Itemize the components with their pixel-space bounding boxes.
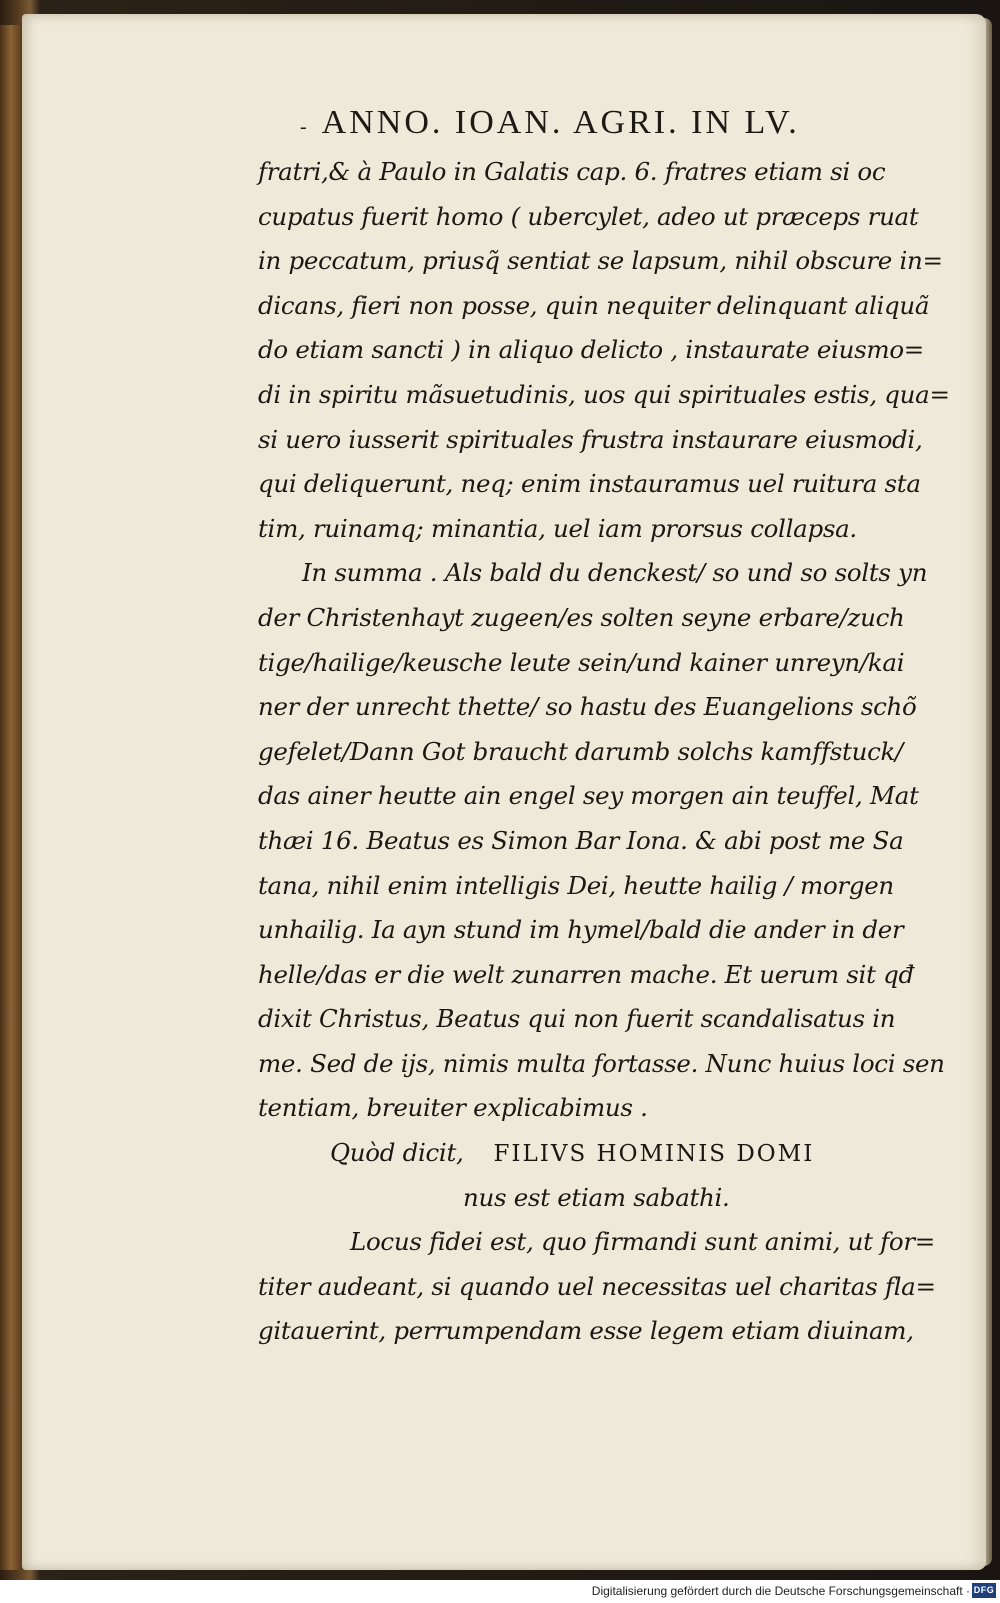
text-line: tentiam, breuiter explicabimus .	[258, 1093, 648, 1123]
text-line: qui deliquerunt, neq; enim instauramus uel ruitura sta	[258, 469, 921, 499]
text-line: fratri,& à Paulo in Galatis cap. 6. fratres etiam si oc	[258, 157, 886, 186]
quote-line	[258, 1131, 908, 1176]
footer-credit: Digitalisierung gefördert durch die Deutsche Forschungsgemeinschaft ·	[591, 1584, 970, 1598]
text-line: di in spiritu mãsuetudinis, uos qui spirituales estis, qua=	[258, 379, 950, 409]
text-line: tana, nihil enim intelligis Dei, heutte hailig / morgen	[258, 870, 894, 900]
text-line: helle/das er die welt zunarren mache. Et uerum sit qđ	[258, 959, 914, 989]
body-text	[258, 150, 950, 1354]
running-head-dash: -	[300, 116, 310, 138]
text-line: thæi 16. Beatus es Simon Bar Iona. & abi post me Sa	[258, 825, 904, 855]
text-line: me. Sed de ijs, nimis multa fortasse. Nunc huius loci sen	[258, 1048, 945, 1078]
text-line: ner der unrecht thette/ so hastu des Euangelions schõ	[258, 692, 917, 722]
text-line: dicans, fieri non posse, quin nequiter delinquant aliquã	[258, 290, 930, 320]
text-line: dixit Christus, Beatus qui non fuerit scandalisatus in	[258, 1004, 896, 1034]
text-line: der Christenhayt zugeen/es solten seyne erbare/zuch	[258, 602, 905, 632]
quote-caps: FILIVS HOMINIS DOMI	[493, 1141, 815, 1168]
text-line: das ainer heutte ain engel sey morgen ain teuffel, Mat	[258, 781, 919, 811]
text-line: gitauerint, perrumpendam esse legem etiam diuinam,	[258, 1316, 914, 1346]
text-line: si uero iusserit spirituales frustra instaurare eiusmodi,	[258, 424, 923, 454]
text-line: cupatus fuerit homo ( ubercylet, adeo ut præceps ruat	[258, 201, 919, 231]
text-line: titer audeant, si quando uel necessitas uel charitas fla=	[258, 1271, 936, 1301]
text-line: gefelet/Dann Got braucht darumb solchs kamffstuck/	[258, 736, 903, 766]
book-spine	[0, 25, 22, 1570]
quote-continuation: nus est etiam sabathi.	[463, 1182, 730, 1212]
text-line: In summa . Als bald du denckest/ so und so solts yn	[302, 558, 928, 588]
quote-prefix: Quòd dicit,	[330, 1138, 464, 1168]
running-head	[300, 104, 860, 142]
running-head-text: ANNO. IOAN. AGRI. IN LV.	[321, 104, 800, 141]
text-line: in peccatum, priusq̃ sentiat se lapsum, nihil obscure in=	[258, 246, 943, 276]
text-line: Locus fidei est, quo firmandi sunt animi, ut for=	[350, 1227, 936, 1257]
text-line: tige/hailige/keusche leute sein/und kainer unreyn/kai	[258, 647, 905, 677]
text-line: do etiam sancti ) in aliquo delicto , instaurate eiusmo=	[258, 335, 925, 365]
dfg-logo: DFG	[972, 1583, 996, 1598]
text-line: unhailig. Ia ayn stund im hymel/bald die ander in der	[258, 915, 904, 945]
text-line: tim, ruinamq; minantia, uel iam prorsus collapsa.	[258, 513, 857, 543]
